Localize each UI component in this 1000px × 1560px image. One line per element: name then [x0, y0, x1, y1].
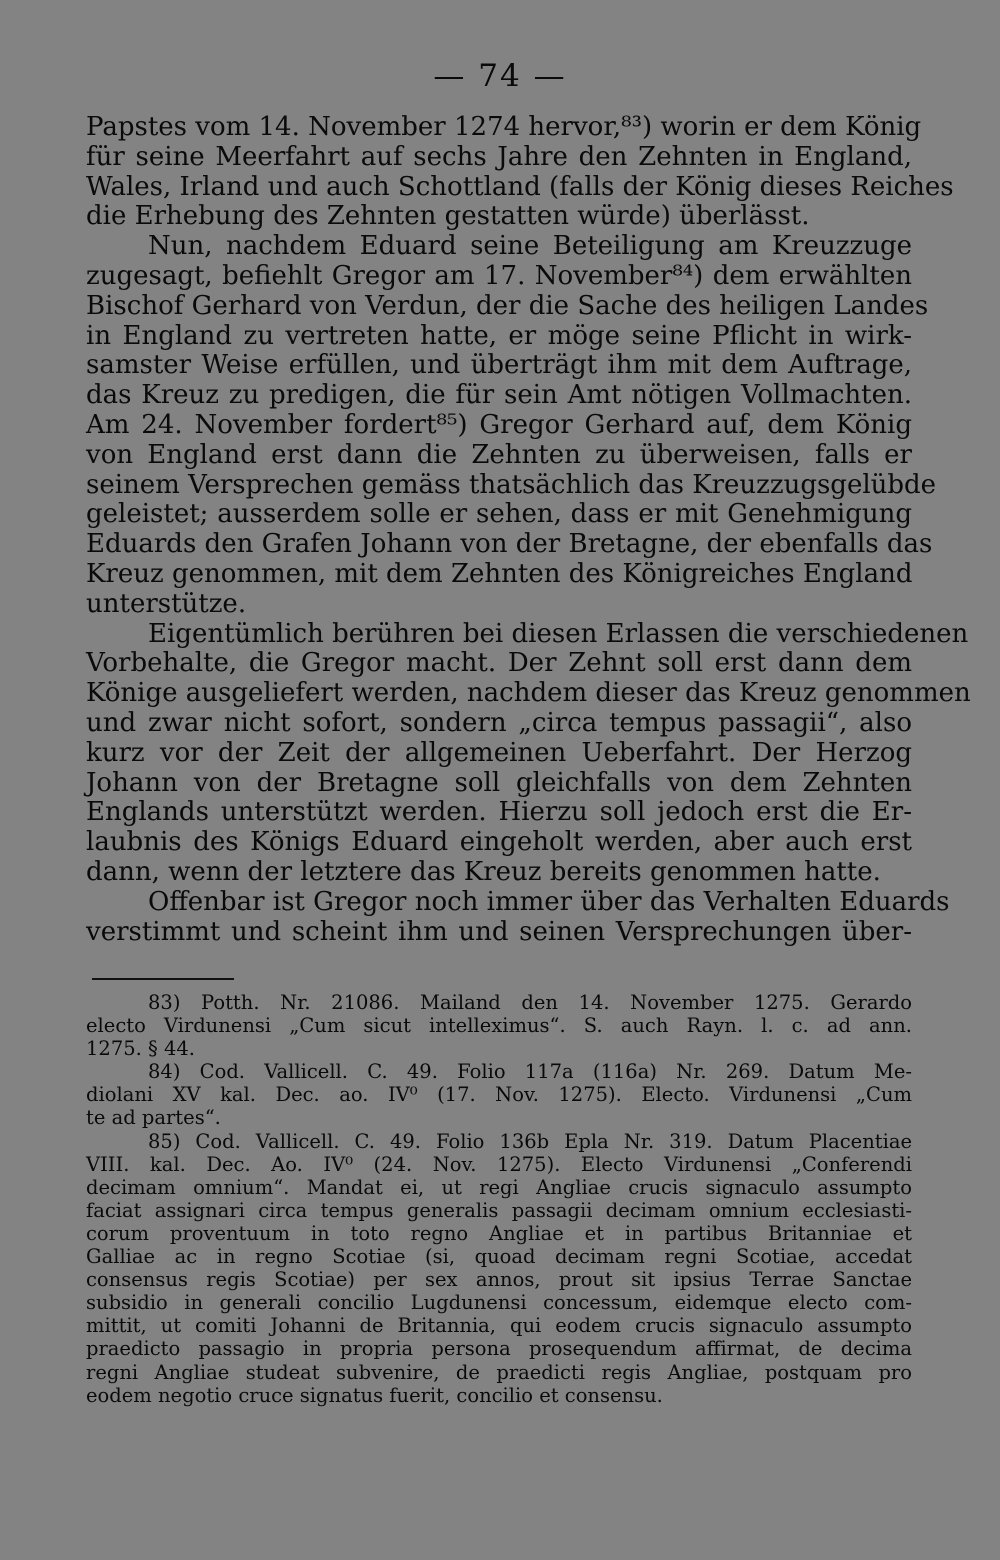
body-line: Eigentümlich berühren bei diesen Erlassen die verschiedenen — [148, 618, 969, 649]
body-line: dann, wenn der letztere das Kreuz bereits genommen hatte. — [86, 856, 881, 887]
footnote-line: 1275. § 44. — [86, 1037, 195, 1061]
footnote-line: regni Angliae studeat subvenire, de praedicti regis Angliae, postquam pro — [86, 1360, 912, 1384]
footnote-line: decimam omnium“. Mandat ei, ut regi Angliae crucis signaculo assumpto — [86, 1175, 912, 1199]
body-line: Eduards den Grafen Johann von der Bretagne, der ebenfalls das — [86, 529, 933, 560]
footnote-divider — [92, 978, 234, 980]
body-line: für seine Meerfahrt auf sechs Jahre den Zehnten in England, — [86, 141, 912, 172]
body-line: Johann von der Bretagne soll gleichfalls von dem Zehnten — [86, 767, 912, 798]
footnote-line: VIII. kal. Dec. Ao. IV⁰ (24. Nov. 1275). Electo Virdunensi „Conferendi — [86, 1152, 912, 1176]
body-line: und zwar nicht sofort, sondern „circa tempus passagii“, also — [86, 707, 912, 738]
footnote-line: faciat assignari circa tempus generalis passagii decimam omnium ecclesiasti- — [86, 1198, 912, 1222]
footnote-line: 85) Cod. Vallicell. C. 49. Folio 136b Epla Nr. 319. Datum Placentiae — [148, 1129, 912, 1153]
body-line: geleistet; ausserdem solle er sehen, dass er mit Genehmigung — [86, 499, 912, 530]
footnote-line: diolani XV kal. Dec. ao. IV⁰ (17. Nov. 1275). Electo. Virdunensi „Cum — [86, 1083, 912, 1107]
body-line: samster Weise erfüllen, und überträgt ihm mit dem Auftrage, — [86, 350, 912, 381]
footnote-line: corum proventuum in toto regno Angliae et in partibus Britanniae et — [86, 1221, 912, 1245]
footnote-line: praedicto passagio in propria persona prosequendum affirmat, de decima — [86, 1337, 912, 1361]
footnote-line: subsidio in generali concilio Lugdunensi concessum, eidemque electo com- — [86, 1291, 912, 1315]
footnote-line: Galliae ac in regno Scotiae (si, quoad decimam regni Scotiae, accedat — [86, 1245, 912, 1269]
body-line: Offenbar ist Gregor noch immer über das Verhalten Eduards — [148, 886, 950, 917]
body-line: kurz vor der Zeit der allgemeinen Ueberfahrt. Der Herzog — [86, 737, 912, 768]
body-line: Wales, Irland und auch Schottland (falls der König dieses Reiches — [86, 171, 954, 202]
body-line: in England zu vertreten hatte, er möge seine Pflicht in wirk- — [86, 320, 912, 351]
body-line: Am 24. November fordert⁸⁵) Gregor Gerhard auf, dem König — [86, 409, 912, 440]
body-line: von England erst dann die Zehnten zu überweisen, falls er — [86, 439, 912, 470]
footnotes — [86, 991, 912, 1407]
body-line: laubnis des Königs Eduard eingeholt werden, aber auch erst — [86, 827, 912, 858]
body-line: die Erhebung des Zehnten gestatten würde) überlässt. — [86, 201, 810, 232]
footnote-line: eodem negotio cruce signatus fuerit, concilio et consensu. — [86, 1383, 663, 1407]
body-text — [86, 112, 971, 947]
body-line: Könige ausgeliefert werden, nachdem dieser das Kreuz genommen — [86, 678, 971, 709]
page-number: — 74 — — [433, 58, 567, 94]
body-line: Vorbehalte, die Gregor macht. Der Zehnt soll erst dann dem — [86, 648, 912, 679]
body-line: unterstütze. — [86, 588, 247, 619]
body-line: zugesagt, befiehlt Gregor am 17. November⁸⁴) dem erwählten — [86, 260, 912, 291]
body-line: seinem Versprechen gemäss thatsächlich das Kreuzzugsgelübde — [86, 469, 937, 500]
footnote-line: 84) Cod. Vallicell. C. 49. Folio 117a (116a) Nr. 269. Datum Me- — [148, 1060, 912, 1084]
body-line: Englands unterstützt werden. Hierzu soll jedoch erst die Er- — [86, 797, 912, 828]
footnote-line: mittit, ut comiti Johanni de Britannia, qui eodem crucis signaculo assumpto — [86, 1314, 912, 1338]
body-line: Papstes vom 14. November 1274 hervor,⁸³) worin er dem König — [86, 112, 922, 142]
footnote-line: te ad partes“. — [86, 1106, 221, 1130]
body-line: das Kreuz zu predigen, die für sein Amt nötigen Vollmachten. — [86, 380, 912, 411]
body-line: verstimmt und scheint ihm und seinen Versprechungen über- — [86, 916, 912, 947]
footnote-line: 83) Potth. Nr. 21086. Mailand den 14. November 1275. Gerardo — [148, 991, 912, 1014]
footnote-line: electo Virdunensi „Cum sicut intelleximus“. S. auch Rayn. l. c. ad ann. — [86, 1014, 912, 1038]
body-line: Bischof Gerhard von Verdun, der die Sache des heiligen Landes — [86, 290, 929, 321]
body-line: Nun, nachdem Eduard seine Beteiligung am Kreuzzuge — [148, 231, 912, 262]
body-line: Kreuz genommen, mit dem Zehnten des Königreiches England — [86, 558, 913, 589]
footnote-line: consensus regis Scotiae) per sex annos, prout sit ipsius Terrae Sanctae — [86, 1268, 912, 1292]
